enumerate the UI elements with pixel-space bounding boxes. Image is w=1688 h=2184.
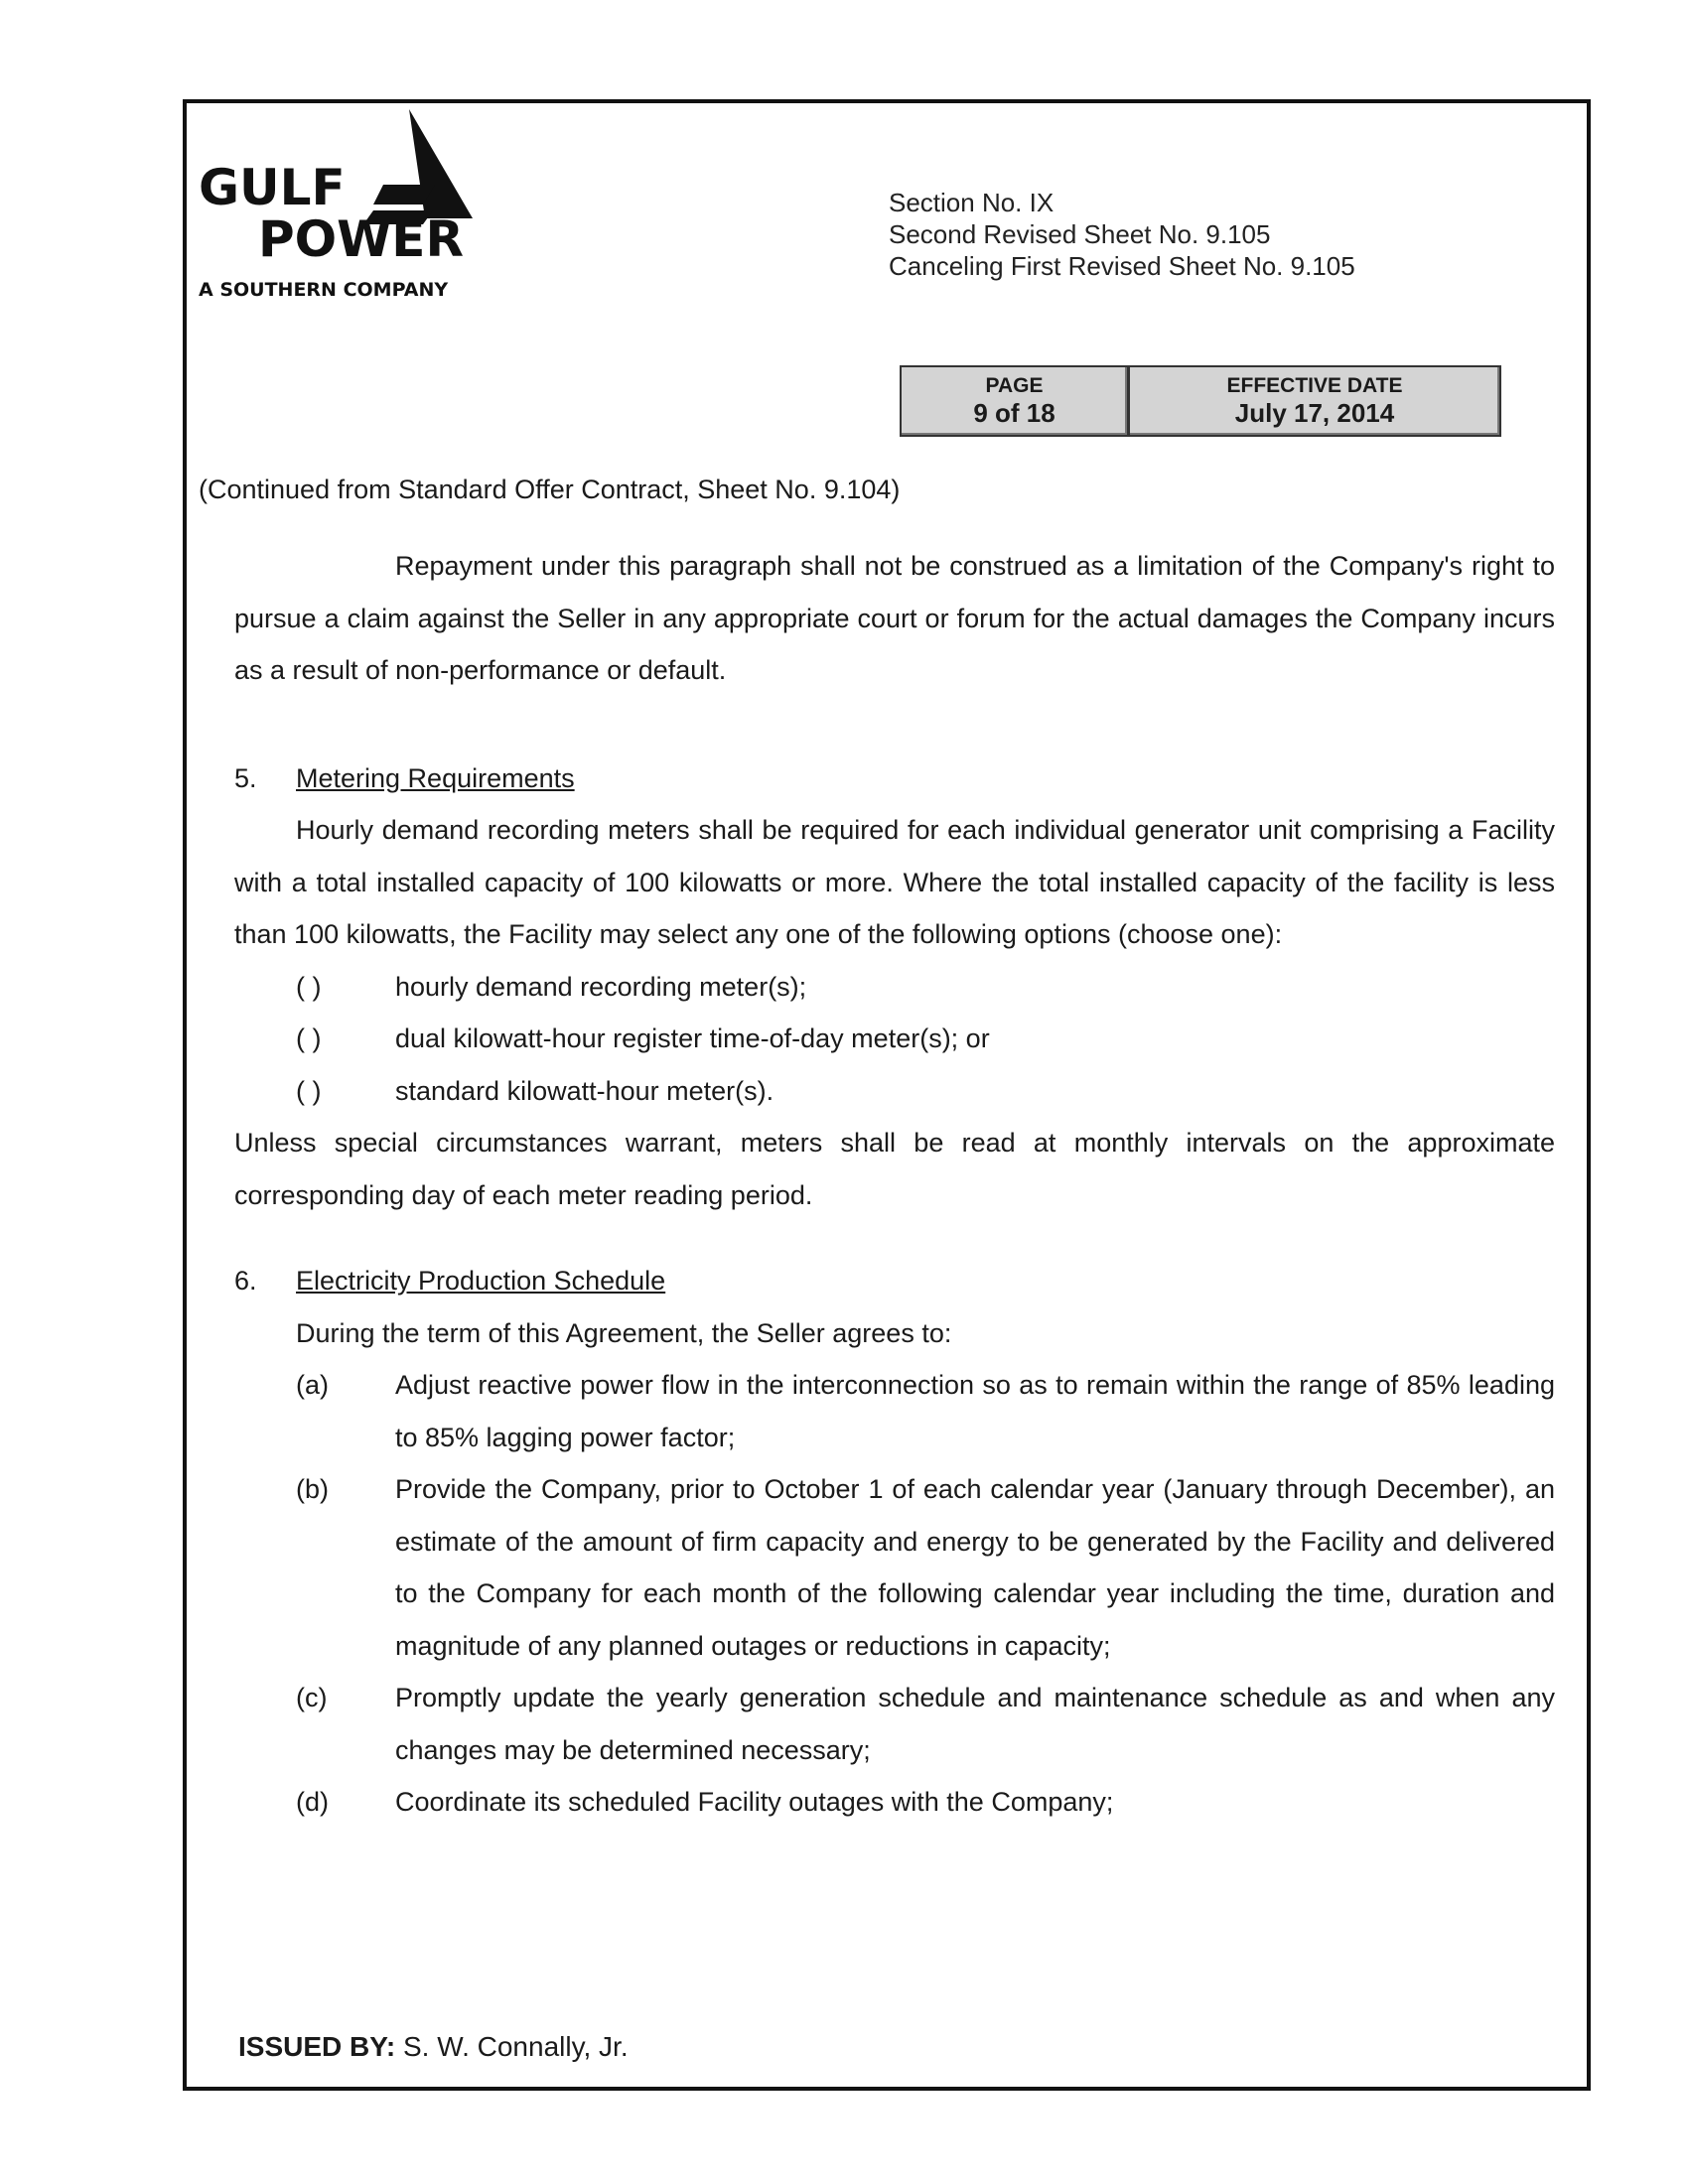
issued-by-label: ISSUED BY:: [238, 2031, 396, 2062]
item-text: Coordinate its scheduled Facility outages with the Company;: [395, 1787, 1114, 1817]
item-text: Adjust reactive power flow in the interconnection so as to remain within the range of 85% leading to 85% lagging power factor;: [395, 1370, 1555, 1452]
gulf-power-logo: [199, 107, 516, 306]
intro-paragraph: Repayment under this paragraph shall not be construed as a limitation of the Company's right to pursue a claim against the Seller in any appropriate court or forum for the actual damages the Company incurs as a result of non-performance or default.: [234, 551, 1555, 685]
option-checkbox: ( ): [296, 971, 322, 1002]
schedule-item: [296, 1359, 1555, 1463]
page-label: PAGE: [985, 374, 1044, 397]
section-6-number: 6.: [234, 1266, 257, 1296]
logo-tagline: A SOUTHERN COMPANY: [199, 279, 449, 301]
item-marker: (c): [296, 1683, 328, 1712]
revised-sheet: Second Revised Sheet No. 9.105: [889, 219, 1271, 249]
section-6-heading: [234, 1255, 1555, 1307]
item-text: Promptly update the yearly generation schedule and maintenance schedule as and when any changes may be determined necessary;: [395, 1683, 1555, 1765]
issued-by: [238, 2031, 629, 2063]
schedule-item: [296, 1776, 1555, 1829]
document-body: [234, 540, 1555, 1829]
logo-line2: POWER: [258, 210, 464, 268]
section-5-heading: [234, 752, 1555, 805]
section-5-closing: Unless special circumstances warrant, meters shall be read at monthly intervals on the approximate corresponding day of each meter reading period.: [234, 1128, 1555, 1210]
item-marker: (b): [296, 1474, 329, 1504]
option-text: dual kilowatt-hour register time-of-day meter(s); or: [395, 1024, 990, 1053]
item-text: Provide the Company, prior to October 1 of each calendar year (January through December), an estimate of the amount of firm capacity and energy to be generated by the Facility and delivered to the Company for each month of the following calendar year including the time, duration and magnitude of any planned outages or reductions in capacity;: [395, 1474, 1555, 1661]
meter-option: [296, 961, 1555, 1014]
sheet-info: [889, 187, 1355, 282]
continued-note: (Continued from Standard Offer Contract, Sheet No. 9.104): [199, 475, 901, 504]
item-marker: (d): [296, 1787, 329, 1817]
section-5-paragraph: Hourly demand recording meters shall be required for each individual generator unit comprising a Facility with a total installed capacity of 100 kilowatts or more. Where the total installed capacity of the facility is less than 100 kilowatts, the Facility may select any one of the following options (choose one):: [234, 815, 1555, 949]
option-checkbox: ( ): [296, 1024, 322, 1053]
issued-by-name: S. W. Connally, Jr.: [402, 2031, 629, 2062]
option-text: standard kilowatt-hour meter(s).: [395, 1075, 774, 1106]
meter-option: [296, 1013, 1555, 1065]
section-6-title: Electricity Production Schedule: [296, 1266, 666, 1296]
page-value: 9 of 18: [973, 398, 1055, 428]
schedule-item: [296, 1672, 1555, 1776]
logo-line1: GULF: [199, 159, 346, 216]
option-text: hourly demand recording meter(s);: [395, 971, 807, 1002]
section-5-number: 5.: [234, 762, 257, 793]
section-5-title: Metering Requirements: [296, 762, 575, 793]
meter-option: [296, 1065, 1555, 1118]
canceling-sheet: Canceling First Revised Sheet No. 9.105: [889, 251, 1355, 281]
item-marker: (a): [296, 1370, 329, 1400]
section-number: Section No. IX: [889, 188, 1055, 217]
section-6-intro: During the term of this Agreement, the Seller agrees to:: [296, 1317, 952, 1348]
page-cell: [902, 367, 1130, 435]
effective-date-label: EFFECTIVE DATE: [1226, 374, 1403, 397]
option-checkbox: ( ): [296, 1075, 322, 1106]
schedule-item: [296, 1463, 1555, 1672]
page-date-box: [900, 365, 1501, 437]
effective-date-cell: [1130, 367, 1499, 435]
logo-graphic: [199, 107, 516, 306]
effective-date-value: July 17, 2014: [1234, 398, 1395, 428]
